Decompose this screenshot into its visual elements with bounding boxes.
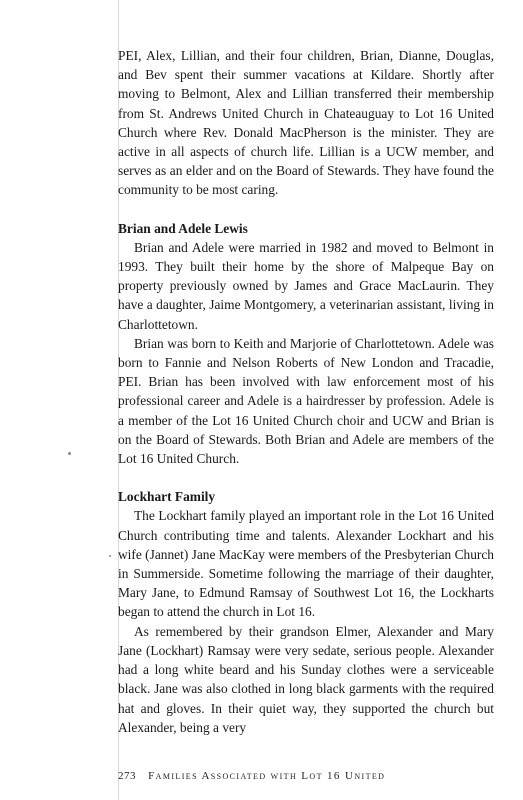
page-body (118, 46, 494, 737)
scan-speck (109, 555, 111, 557)
paragraph: Brian and Adele were married in 1982 and moved to Belmont in 1993. They built their home by the shore of Malpeque Bay on property previously owned by James and Grace MacLaurin. They have a daughter, Jaime Montgomery, a veterinarian assistant, living in Charlottetown. (118, 239, 494, 332)
paragraph: The Lockhart family played an important role in the Lot 16 United Church contributing time and talents. Alexander Lockhart and his wife (Jannet) Jane MacKay were members of the Presbyterian Church in Summerside. Sometime following the marriage of their daughter, Mary Jane, to Edmund Ramsay of Southwest Lot 16, the Lockharts began to attend the church in Lot 16. (118, 508, 494, 620)
scan-speck (68, 452, 71, 455)
paragraph: As remembered by their grandson Elmer, Alexander and Mary Jane (Lockhart) Ramsay were very sedate, serious people. Alexander had a long white beard and his Sunday clothes were a serviceable black. Jane was also clothed in long black garments with the required hat and gloves. In their quiet way, they supported the church but Alexander, being a very (118, 623, 494, 735)
page-footer (118, 770, 385, 782)
page-number: 273 (118, 770, 136, 782)
section-heading: Brian and Adele Lewis (118, 220, 248, 236)
paragraph: Brian was born to Keith and Marjorie of Charlottetown. Adele was born to Fannie and Nelson Roberts of New London and Tracadie, PEI. Brian has been involved with law enforcement most of his professional career and Adele is a hairdresser by profession. Adele is a member of the Lot 16 United Church choir and UCW and Brian is on the Board of Stewards. Both Brian and Adele are members of the Lot 16 United Church. (118, 335, 494, 467)
section-heading: Lockhart Family (118, 489, 216, 505)
paragraph: PEI, Alex, Lillian, and their four children, Brian, Dianne, Douglas, and Bev spent their summer vacations at Kildare. Shortly after moving to Belmont, Alex and Lillian transferred their membership from St. Andrews United Church in Chateauguay to Lot 16 United Church where Rev. Donald MacPherson is the minister. They are active in all aspects of church life. Lillian is a UCW member, and serves as an elder and on the Board of Stewards. They have found the community to be most caring. (118, 48, 494, 198)
running-title: Families Associated with Lot 16 United (148, 770, 386, 782)
